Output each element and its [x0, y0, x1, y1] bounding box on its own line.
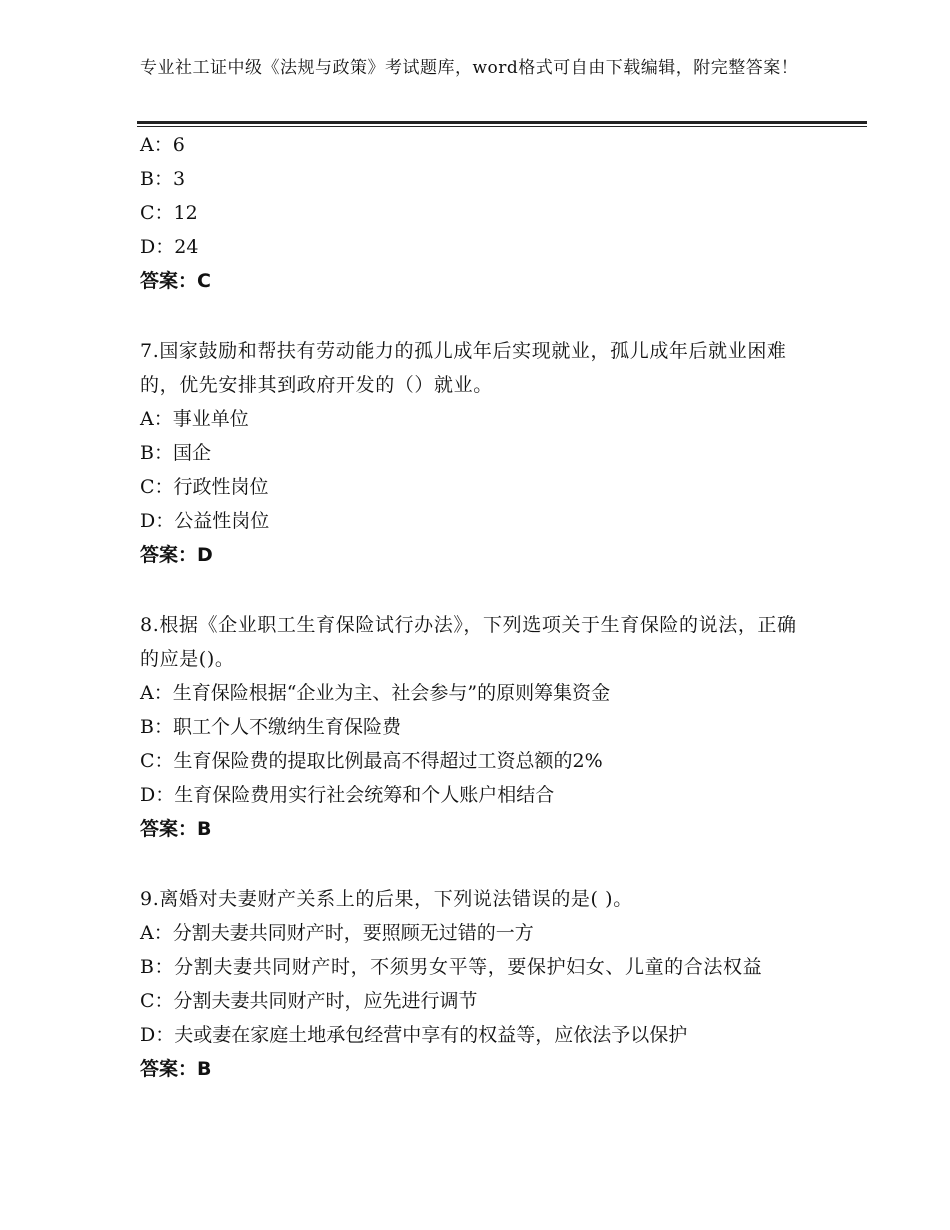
option-c: C：分割夫妻共同财产时，应先进行调节: [140, 990, 478, 1012]
question-block-7: [140, 334, 810, 572]
header-divider-thin: [137, 126, 867, 127]
question-text: 8.根据《企业职工生育保险试行办法》，下列选项关于生育保险的说法，正确的应是()。: [140, 614, 797, 670]
question-text: 7.国家鼓励和帮扶有劳动能力的孤儿成年后实现就业，孤儿成年后就业困难的，优先安排其到政府开发的（）就业。: [140, 340, 787, 396]
answer-line: 答案：D: [140, 544, 213, 566]
option-b: B：职工个人不缴纳生育保险费: [140, 716, 401, 738]
option-b: B：分割夫妻共同财产时，不须男女平等，要保护妇女、儿童的合法权益: [140, 956, 763, 978]
header-divider-thick: [137, 121, 867, 124]
question-block-prev: [140, 128, 810, 298]
question-text: 9.离婚对夫妻财产关系上的后果，下列说法错误的是( )。: [140, 888, 633, 910]
option-a: A：事业单位: [140, 408, 249, 430]
option-c: C：12: [140, 202, 198, 224]
option-d: D：生育保险费用实行社会统筹和个人账户相结合: [140, 784, 555, 806]
option-d: D：夫或妻在家庭土地承包经营中享有的权益等，应依法予以保护: [140, 1024, 688, 1046]
option-a: A：分割夫妻共同财产时，要照顾无过错的一方: [140, 922, 534, 944]
option-b: B：3: [140, 168, 186, 190]
question-block-9: [140, 882, 810, 1086]
option-d: D：公益性岗位: [140, 510, 270, 532]
option-c: C：行政性岗位: [140, 476, 269, 498]
document-header: 专业社工证中级《法规与政策》考试题库，word格式可自由下载编辑，附完整答案！: [140, 58, 799, 78]
question-list: [140, 128, 810, 1086]
answer-line: 答案：B: [140, 1058, 212, 1080]
option-b: B：国企: [140, 442, 211, 464]
question-block-8: [140, 608, 810, 846]
option-d: D：24: [140, 236, 199, 258]
option-a: A：生育保险根据“企业为主、社会参与”的原则筹集资金: [140, 682, 611, 704]
option-a: A：6: [140, 134, 185, 156]
answer-line: 答案：B: [140, 818, 212, 840]
option-c: C：生育保险费的提取比例最高不得超过工资总额的2%: [140, 750, 603, 772]
answer-line: 答案：C: [140, 270, 211, 292]
